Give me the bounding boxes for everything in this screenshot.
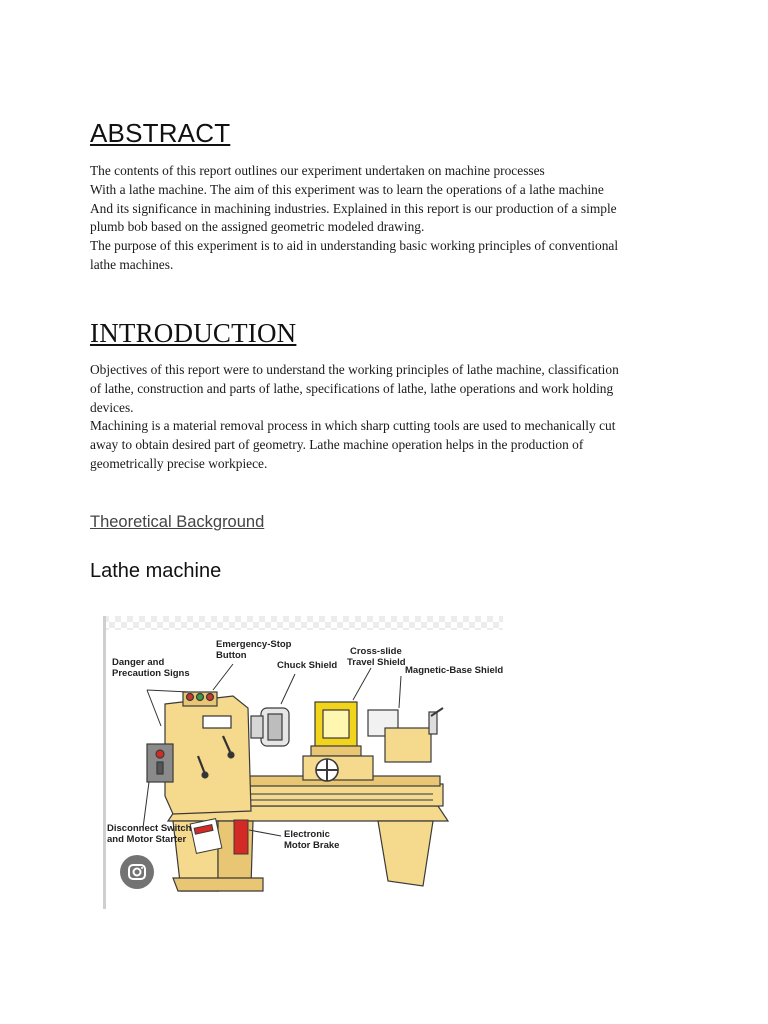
google-lens-icon[interactable] — [120, 855, 154, 889]
lathe-machine-heading: Lathe machine — [90, 560, 222, 582]
label-cross-slide: Cross-slide — [350, 646, 402, 657]
label-emergency-stop: Emergency-Stop — [216, 639, 292, 650]
introduction-line: Objectives of this report were to understand the working principles of lathe machine, classification — [90, 362, 619, 377]
danger-sign — [190, 819, 222, 854]
checker-strip — [103, 616, 503, 630]
label-motor-brake-2: Motor Brake — [284, 840, 340, 851]
abstract-line: And its significance in machining industries. Explained in this report is our production of a simple — [90, 200, 617, 216]
label-disconnect-switch: Disconnect Switch — [107, 823, 192, 834]
theoretical-background-heading: Theoretical Background — [90, 513, 265, 531]
abstract-body — [90, 162, 690, 275]
label-motor-brake: Electronic — [284, 829, 330, 840]
label-disconnect-switch-2: and Motor Starter — [107, 834, 187, 845]
headstock — [165, 692, 251, 814]
lathe-diagram — [103, 616, 503, 909]
motor-brake — [234, 820, 248, 854]
abstract-line: plumb bob based on the assigned geometric modeled drawing. — [90, 219, 425, 235]
disconnect-switch-box — [147, 744, 173, 782]
introduction-body — [90, 361, 690, 474]
label-danger: Danger and — [112, 657, 165, 668]
abstract-heading: ABSTRACT — [90, 118, 231, 148]
introduction-line: Machining is a material removal process in which sharp cutting tools are used to mechanically cut — [90, 418, 616, 434]
abstract-line: The contents of this report outlines our experiment undertaken on machine processes — [90, 163, 545, 178]
label-cross-slide-2: Travel Shield — [347, 657, 406, 668]
label-chuck-shield: Chuck Shield — [277, 660, 338, 671]
label-emergency-stop-2: Button — [216, 650, 247, 661]
introduction-line: devices. — [90, 399, 134, 415]
introduction-line: geometrically precise workpiece. — [90, 455, 268, 471]
introduction-line: away to obtain desired part of geometry. Lathe machine operation helps in the production of — [90, 437, 584, 453]
introduction-heading: INTRODUCTION — [90, 318, 297, 348]
introduction-line: of lathe, construction and parts of lathe, specifications of lathe, lathe operations and work holding — [90, 380, 614, 396]
abstract-line: lathe machines. — [90, 256, 174, 272]
label-magnetic-base-shield: Magnetic-Base Shield — [405, 665, 503, 676]
abstract-line: With a lathe machine. The aim of this experiment was to learn the operations of a lathe machine — [90, 181, 604, 197]
label-danger-2: Precaution Signs — [112, 668, 190, 679]
abstract-line: The purpose of this experiment is to aid in understanding basic working principles of conventional — [90, 238, 619, 254]
